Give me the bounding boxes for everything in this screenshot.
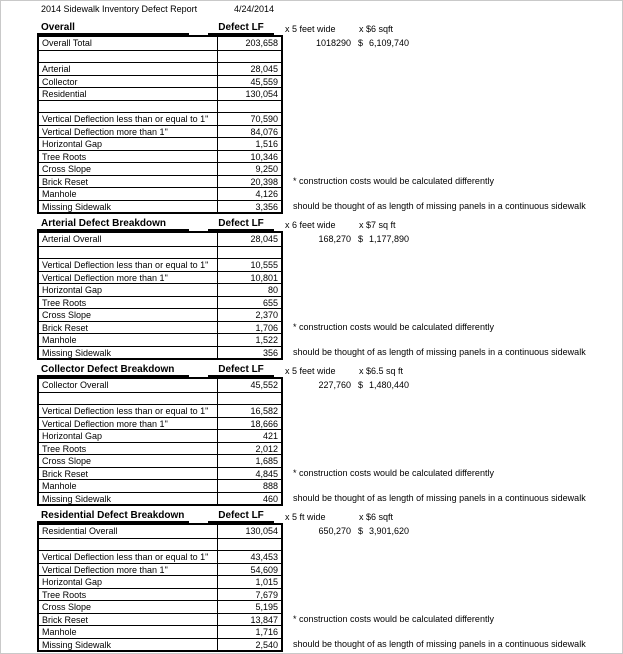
row-value <box>218 247 281 259</box>
row-label <box>39 393 218 405</box>
defect-lf-column-header: Defect LF <box>208 510 274 523</box>
row-value: 54,609 <box>250 564 278 575</box>
note-brick-reset: * construction costs would be calculated differently <box>293 613 494 624</box>
defect-table-overall <box>37 23 617 214</box>
row-label: Collector Overall <box>39 379 218 392</box>
rate-multiplier-label: x $6.5 sq ft <box>359 366 404 376</box>
table-row <box>39 100 281 113</box>
table-row <box>39 175 281 188</box>
row-label: Vertical Deflection more than 1" <box>39 272 218 284</box>
row-value: 20,398 <box>250 176 278 187</box>
row-label: Vertical Deflection less than or equal to 1" <box>39 551 218 563</box>
row-label: Vertical Deflection less than or equal to 1" <box>39 259 218 271</box>
row-value: 1,516 <box>255 139 278 149</box>
row-label: Missing Sidewalk <box>39 347 218 359</box>
row-value: 45,559 <box>250 76 278 87</box>
table-row <box>39 429 281 442</box>
table-row <box>39 575 281 588</box>
rate-multiplier-label: x $6 sqft <box>359 24 394 34</box>
row-value: 70,590 <box>250 114 278 124</box>
row-value: 84,076 <box>250 126 278 137</box>
row-value: 4,845 <box>255 468 278 479</box>
row-value: 2,370 <box>255 310 278 320</box>
row-value: 1,015 <box>255 577 278 587</box>
table-row <box>39 538 281 551</box>
row-value <box>218 539 281 551</box>
table-row <box>39 62 281 75</box>
table-row <box>39 392 281 405</box>
row-label: Missing Sidewalk <box>39 493 218 505</box>
row-label: Brick Reset <box>39 322 218 334</box>
row-label: Arterial <box>39 63 218 75</box>
row-label: Vertical Deflection more than 1" <box>39 418 218 430</box>
row-label: Brick Reset <box>39 468 218 480</box>
note-brick-reset: * construction costs would be calculated differently <box>293 467 494 478</box>
row-label: Manhole <box>39 334 218 346</box>
row-value: 655 <box>262 297 278 308</box>
table-row <box>39 50 281 63</box>
row-value: 9,250 <box>255 164 278 174</box>
row-label: Horizontal Gap <box>39 138 218 150</box>
row-value: 28,045 <box>250 234 278 244</box>
defect-lf-column-header: Defect LF <box>208 364 274 377</box>
row-value: 421 <box>262 431 278 441</box>
table-row <box>39 308 281 321</box>
note-missing-sidewalk: should be thought of as length of missing panels in a continuous sidewalk <box>293 638 586 649</box>
row-label: Tree Roots <box>39 297 218 309</box>
table-row <box>39 563 281 576</box>
table-title: Arterial Defect Breakdown <box>37 218 189 231</box>
table-row <box>39 454 281 467</box>
table-row <box>39 550 281 563</box>
row-value: 28,045 <box>250 64 278 74</box>
row-value: 7,679 <box>255 589 278 600</box>
note-missing-sidewalk: should be thought of as length of missing panels in a continuous sidewalk <box>293 200 586 211</box>
row-label: Vertical Deflection less than or equal to 1" <box>39 113 218 125</box>
row-value: 1,716 <box>255 627 278 637</box>
row-value: 10,346 <box>250 151 278 162</box>
row-label <box>39 247 218 259</box>
row-label: Tree Roots <box>39 443 218 455</box>
calc-square-feet: 227,760 <box>318 380 351 390</box>
table-row <box>39 233 281 246</box>
report-tables <box>1 23 622 652</box>
note-brick-reset: * construction costs would be calculated differently <box>293 321 494 332</box>
table-row <box>39 75 281 88</box>
calc-row <box>293 525 409 537</box>
row-label: Horizontal Gap <box>39 284 218 296</box>
page-date: 4/24/2014 <box>234 4 275 14</box>
row-label: Brick Reset <box>39 176 218 188</box>
row-label: Residential <box>39 88 218 100</box>
table-row <box>39 333 281 346</box>
row-value: 1,706 <box>255 322 278 333</box>
width-multiplier-label: x 6 feet wide <box>285 220 336 230</box>
table-row <box>39 271 281 284</box>
width-multiplier-label: x 5 feet wide <box>285 24 336 34</box>
row-label: Cross Slope <box>39 309 218 321</box>
note-missing-sidewalk: should be thought of as length of missing panels in a continuous sidewalk <box>293 346 586 357</box>
row-label: Arterial Overall <box>39 233 218 246</box>
row-value: 356 <box>262 347 278 358</box>
calc-row <box>293 233 409 245</box>
row-label: Tree Roots <box>39 589 218 601</box>
defect-lf-column-header: Defect LF <box>208 218 274 231</box>
row-label: Collector <box>39 76 218 88</box>
calc-row <box>293 379 409 391</box>
row-label: Brick Reset <box>39 614 218 626</box>
defect-table-arterial-defect-breakdown <box>37 219 617 360</box>
table-row <box>39 321 281 334</box>
table-row <box>39 87 281 100</box>
row-value: 1,685 <box>255 456 278 466</box>
row-label: Vertical Deflection more than 1" <box>39 564 218 576</box>
calc-dollar-sign: $ <box>358 38 364 48</box>
table-header <box>37 365 617 377</box>
row-label: Missing Sidewalk <box>39 639 218 651</box>
row-value: 43,453 <box>250 552 278 562</box>
table-row <box>39 479 281 492</box>
table-row <box>39 379 281 392</box>
width-multiplier-label: x 5 feet wide <box>285 366 336 376</box>
table-row <box>39 112 281 125</box>
row-label: Cross Slope <box>39 163 218 175</box>
calc-dollar-sign: $ <box>358 234 364 244</box>
table-header <box>37 219 617 231</box>
table-title: Overall <box>37 22 189 35</box>
row-label: Horizontal Gap <box>39 430 218 442</box>
row-value: 203,658 <box>245 38 278 48</box>
row-value <box>218 393 281 405</box>
rate-multiplier-label: x $7 sq ft <box>359 220 396 230</box>
table-row <box>39 638 281 651</box>
calc-cost-amount: 1,177,890 <box>368 234 410 244</box>
table-header <box>37 23 617 35</box>
note-brick-reset: * construction costs would be calculated differently <box>293 175 494 186</box>
table-row <box>39 150 281 163</box>
row-value: 888 <box>262 481 278 491</box>
defect-table-collector-defect-breakdown <box>37 365 617 506</box>
row-label: Overall Total <box>39 37 218 50</box>
calc-dollar-sign: $ <box>358 526 364 536</box>
width-multiplier-label: x 5 ft wide <box>285 512 326 522</box>
row-label: Horizontal Gap <box>39 576 218 588</box>
table-row <box>39 137 281 150</box>
rate-multiplier-label: x $6 sqft <box>359 512 394 522</box>
row-value: 10,555 <box>250 260 278 270</box>
row-value: 2,540 <box>255 639 278 650</box>
table-row <box>39 625 281 638</box>
table-row <box>39 467 281 480</box>
row-value: 10,801 <box>250 272 278 283</box>
table-box <box>37 231 283 360</box>
defect-lf-column-header: Defect LF <box>208 22 274 35</box>
table-row <box>39 346 281 359</box>
row-label: Cross Slope <box>39 455 218 467</box>
table-row <box>39 125 281 138</box>
note-missing-sidewalk: should be thought of as length of missing panels in a continuous sidewalk <box>293 492 586 503</box>
table-row <box>39 258 281 271</box>
row-label <box>39 101 218 113</box>
row-value: 130,054 <box>245 526 278 536</box>
table-box <box>37 35 283 214</box>
row-value: 18,666 <box>250 418 278 429</box>
table-row <box>39 417 281 430</box>
table-row <box>39 613 281 626</box>
table-row <box>39 200 281 213</box>
row-label: Manhole <box>39 188 218 200</box>
row-value: 5,195 <box>255 602 278 612</box>
row-value: 1,522 <box>255 335 278 345</box>
row-label <box>39 539 218 551</box>
calc-square-feet: 1018290 <box>315 38 351 48</box>
row-label: Cross Slope <box>39 601 218 613</box>
table-row <box>39 404 281 417</box>
calc-square-feet: 168,270 <box>318 234 351 244</box>
table-row <box>39 296 281 309</box>
calc-cost-amount: 3,901,620 <box>368 526 410 536</box>
table-row <box>39 162 281 175</box>
row-label: Missing Sidewalk <box>39 201 218 213</box>
calc-row <box>293 37 409 49</box>
row-value: 460 <box>262 493 278 504</box>
row-value: 80 <box>267 285 278 295</box>
table-row <box>39 37 281 50</box>
table-row <box>39 187 281 200</box>
calc-cost-amount: 1,480,440 <box>368 380 410 390</box>
table-header <box>37 511 617 523</box>
table-row <box>39 246 281 259</box>
row-label: Manhole <box>39 626 218 638</box>
row-label: Vertical Deflection more than 1" <box>39 126 218 138</box>
row-value: 130,054 <box>245 89 278 99</box>
row-value <box>218 101 281 113</box>
row-value <box>218 51 281 63</box>
calc-cost-amount: 6,109,740 <box>368 38 410 48</box>
row-label: Manhole <box>39 480 218 492</box>
calc-square-feet: 650,270 <box>318 526 351 536</box>
defect-table-residential-defect-breakdown <box>37 511 617 652</box>
table-box <box>37 377 283 506</box>
table-row <box>39 600 281 613</box>
row-label: Residential Overall <box>39 525 218 538</box>
row-label <box>39 51 218 63</box>
table-row <box>39 588 281 601</box>
row-value: 45,552 <box>250 380 278 390</box>
row-value: 2,012 <box>255 443 278 454</box>
table-box <box>37 523 283 652</box>
row-value: 13,847 <box>250 614 278 625</box>
row-value: 3,356 <box>255 201 278 212</box>
row-label: Tree Roots <box>39 151 218 163</box>
table-row <box>39 283 281 296</box>
row-value: 4,126 <box>255 189 278 199</box>
table-row <box>39 525 281 538</box>
row-value: 16,582 <box>250 406 278 416</box>
table-title: Collector Defect Breakdown <box>37 364 189 377</box>
page-title: 2014 Sidewalk Inventory Defect Report <box>41 4 198 14</box>
table-row <box>39 492 281 505</box>
row-label: Vertical Deflection less than or equal to 1" <box>39 405 218 417</box>
title-bar <box>1 1 622 23</box>
calc-dollar-sign: $ <box>358 380 364 390</box>
table-title: Residential Defect Breakdown <box>37 510 189 523</box>
table-row <box>39 442 281 455</box>
